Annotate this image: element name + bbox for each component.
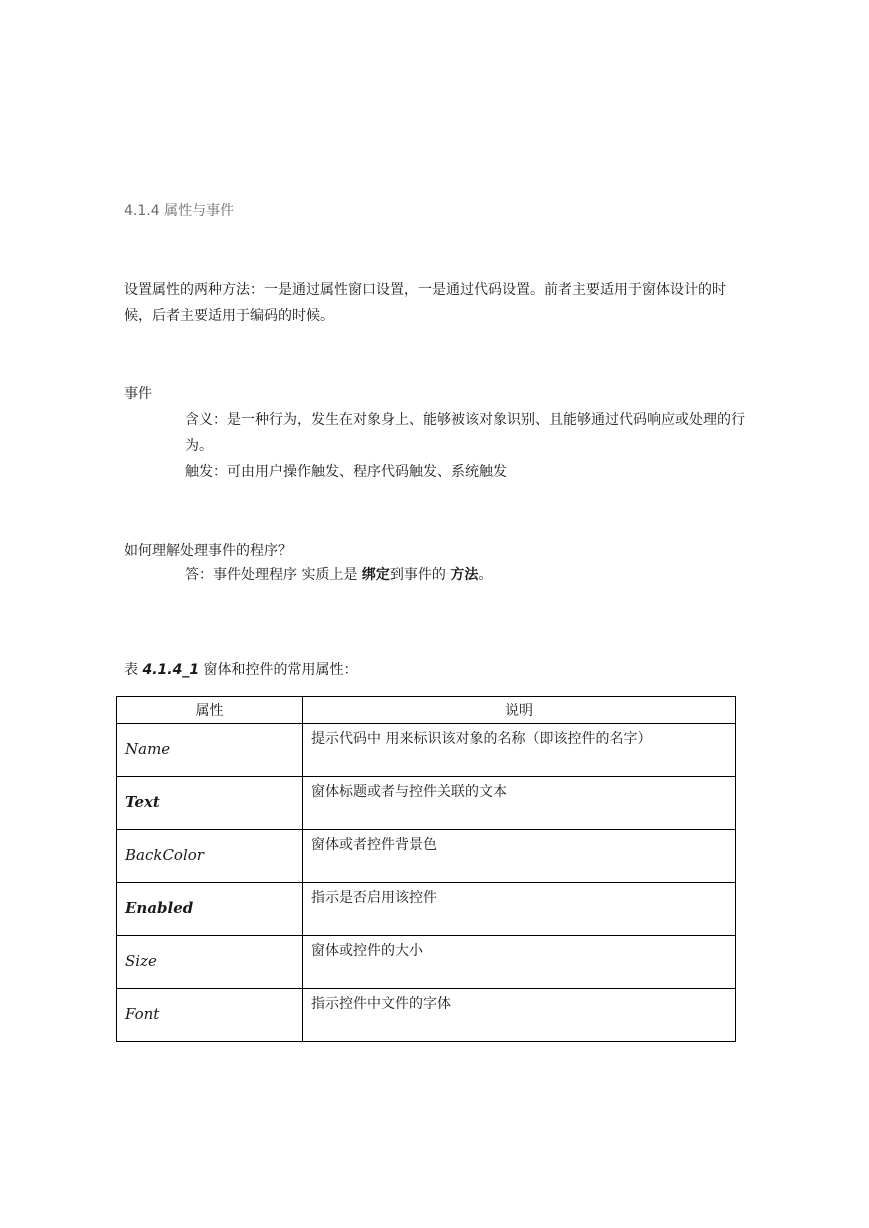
property-description: 窗体标题或者与控件关联的文本	[311, 784, 507, 800]
table-row	[117, 989, 736, 1042]
property-description: 窗体或控件的大小	[311, 943, 423, 959]
property-name: Text	[125, 793, 160, 811]
header-property: 属性	[117, 697, 303, 724]
caption-number: 4.1.4_1	[142, 662, 200, 678]
property-name: Name	[125, 740, 171, 758]
property-name: Enabled	[125, 899, 194, 917]
answer-part1: 答：事件处理程序 实质上是	[185, 567, 362, 583]
property-name: Size	[125, 952, 157, 970]
question-heading: 如何理解处理事件的程序？	[124, 543, 292, 559]
property-name: Font	[125, 1005, 160, 1023]
property-description: 指示是否启用该控件	[311, 890, 437, 906]
table-row	[117, 777, 736, 830]
property-name: BackColor	[125, 846, 204, 864]
table-row	[117, 883, 736, 936]
property-description: 窗体或者控件背景色	[311, 837, 437, 853]
caption-prefix: 表	[124, 662, 143, 678]
intro-paragraph: 设置属性的两种方法：一是通过属性窗口设置，一是通过代码设置。前者主要适用于窗体设计的时候，后者主要适用于编码的时候。	[124, 282, 726, 324]
table-header-row	[117, 697, 736, 724]
answer-part3: 。	[478, 567, 493, 583]
answer-part2: 到事件的	[389, 567, 451, 583]
answer-bold-method: 方法	[450, 567, 479, 583]
table-row	[117, 724, 736, 777]
header-description: 说明	[303, 697, 736, 724]
event-meaning: 含义：是一种行为，发生在对象身上、能够被该对象识别、且能够通过代码响应或处理的行为。	[185, 412, 745, 454]
table-row	[117, 830, 736, 883]
event-trigger: 触发：可由用户操作触发、程序代码触发、系统触发	[185, 464, 507, 480]
property-description: 指示控件中文件的字体	[311, 996, 451, 1012]
table-row	[117, 936, 736, 989]
property-description: 提示代码中 用来标识该对象的名称（即该控件的名字）	[311, 731, 652, 747]
caption-text: 窗体和控件的常用属性：	[199, 662, 358, 678]
section-title: 4.1.4 属性与事件	[124, 203, 235, 219]
properties-table	[116, 696, 736, 1042]
table-caption	[124, 659, 358, 679]
events-heading: 事件	[124, 386, 152, 402]
answer-bold-binding: 绑定	[361, 567, 390, 583]
answer-text	[185, 564, 492, 584]
